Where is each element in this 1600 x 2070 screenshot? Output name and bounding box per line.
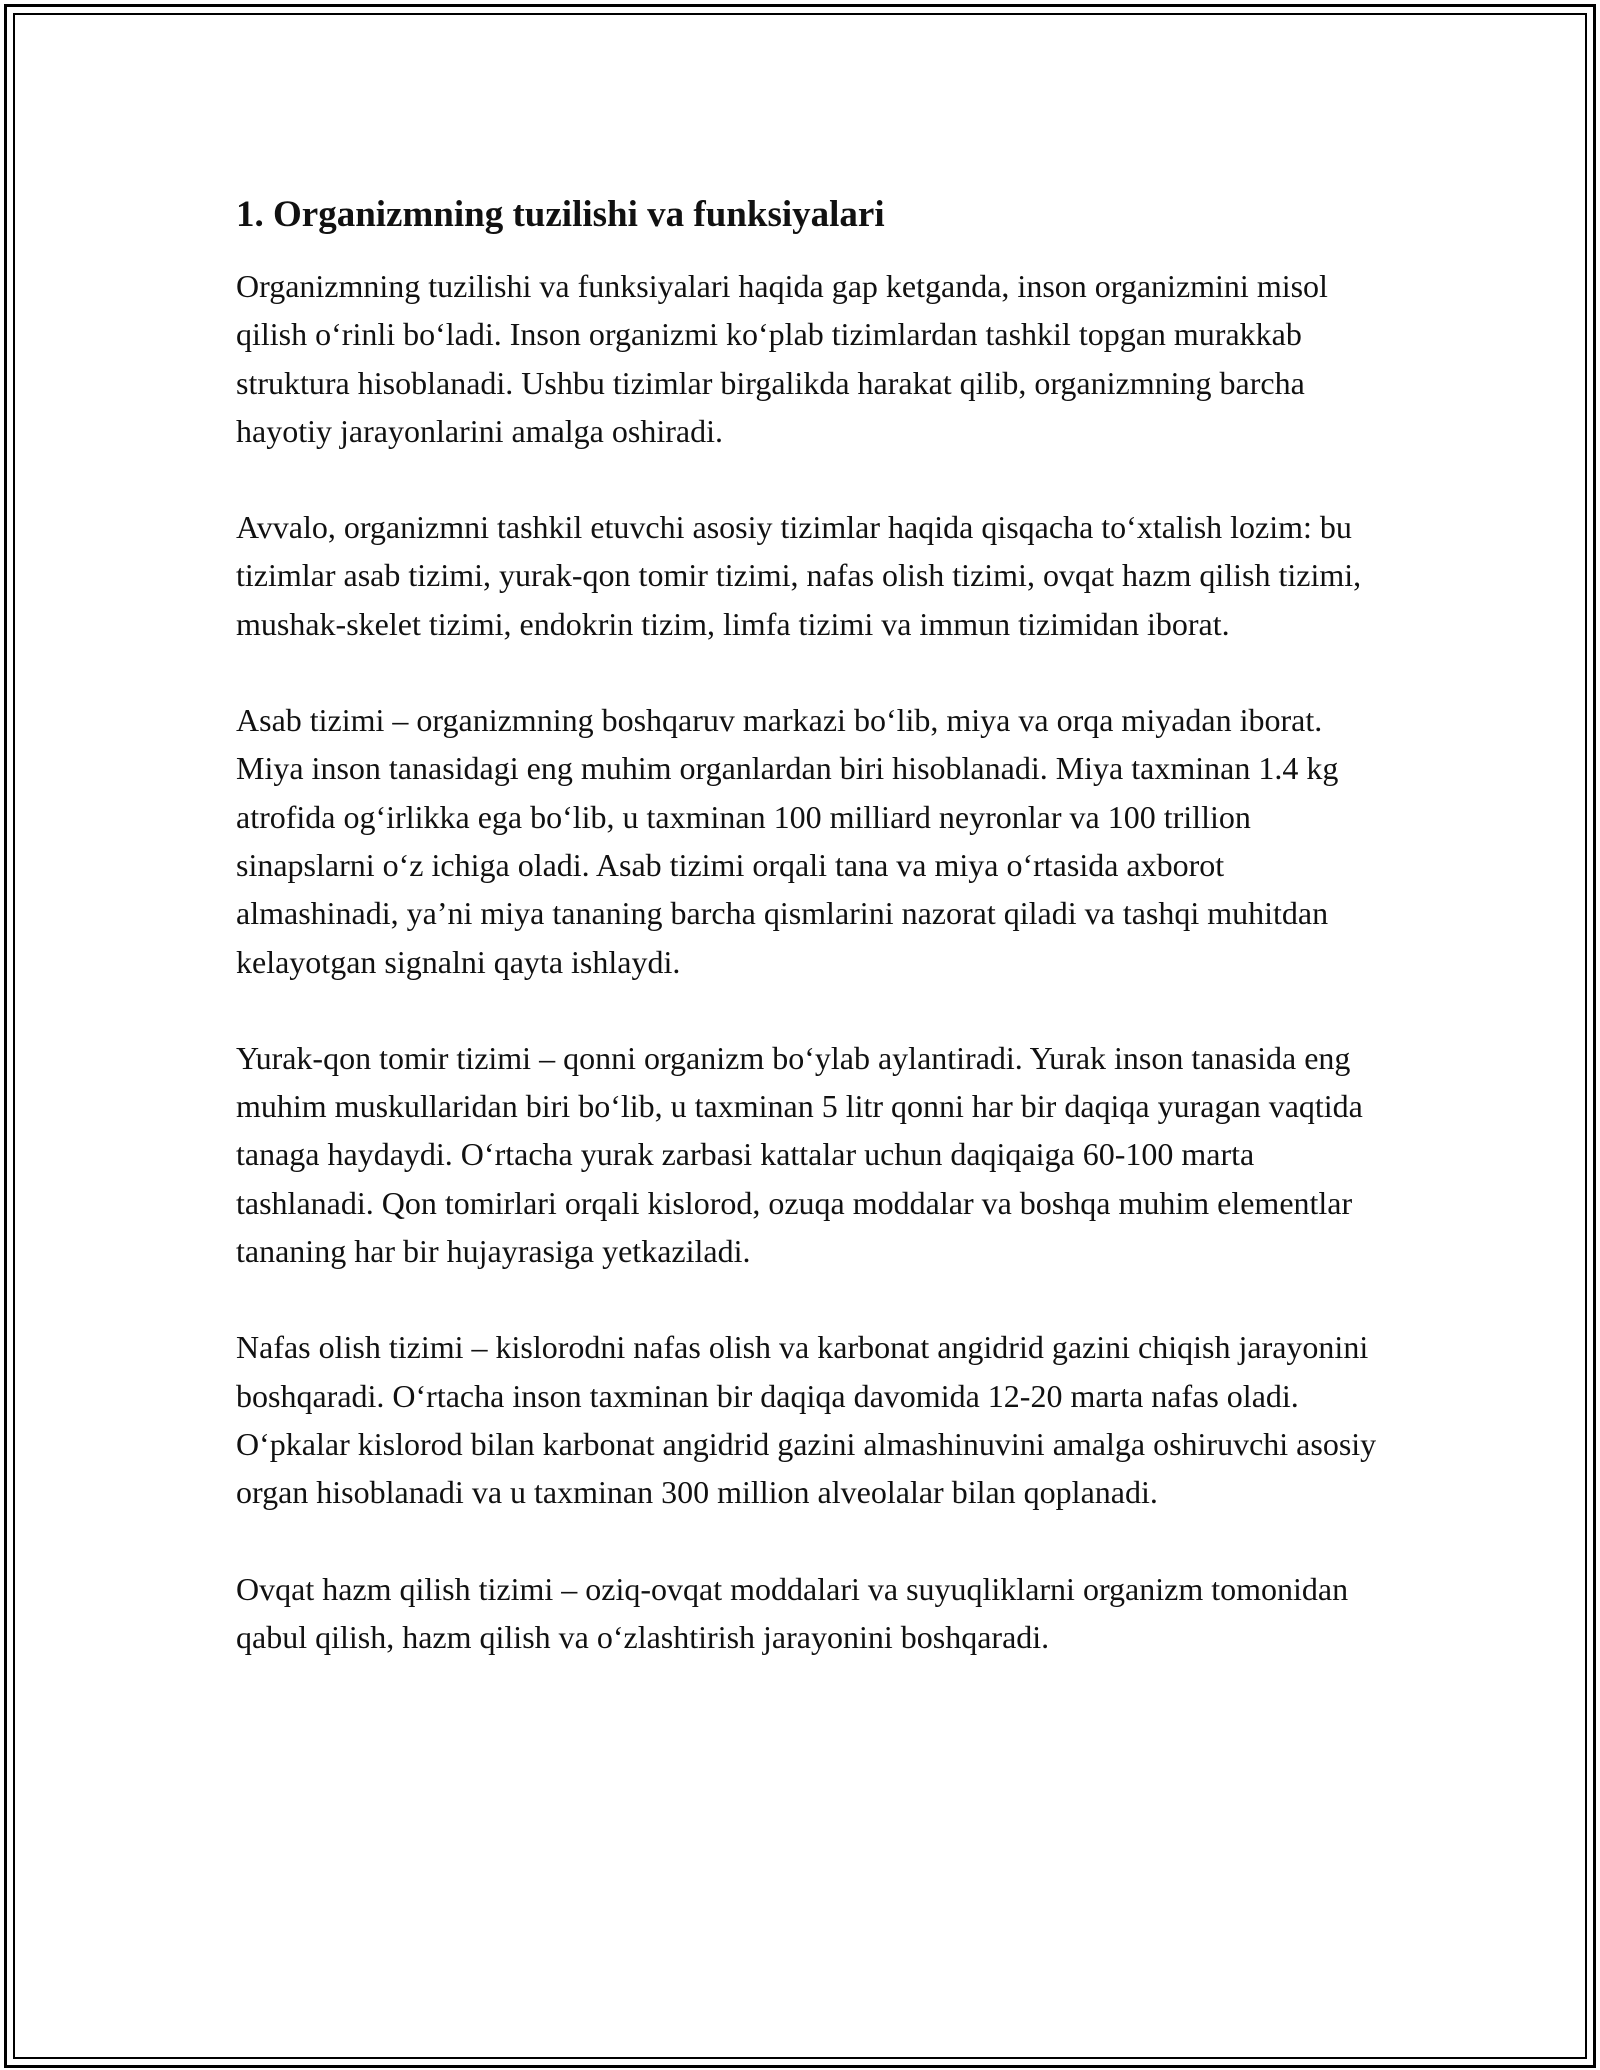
section-heading: 1. Organizmning tuzilishi va funksiyalari <box>236 194 885 235</box>
paragraph-respiratory-system: Nafas olish tizimi – kislorodni nafas olish va karbonat angidrid gazini chiqish jarayonini boshqaradi. O‘rtacha inson taxminan bir daqiqa davomida 12-20 marta nafas oladi. O‘pkalar kislorod bilan karbonat angidrid gazini almashinuvini amalga oshiruvchi asosiy organ hisoblanadi va u taxminan 300 million alveolalar bilan qoplanadi. <box>236 1329 1377 1511</box>
paragraph-cardiovascular-system: Yurak-qon tomir tizimi – qonni organizm bo‘ylab aylantiradi. Yurak inson tanasida eng muhim muskullaridan biri bo‘lib, u taxminan 5 litr qonni har bir daqiqa yuragan vaqtida tanaga haydaydi. O‘rtacha yurak zarbasi kattalar uchun daqiqaiga 60-100 marta tashlanadi. Qon tomirlari orqali kislorod, ozuqa moddalar va boshqa muhim elementlar tananing har bir hujayrasiga yetkaziladi. <box>236 1039 1363 1270</box>
paragraph-intro: Organizmning tuzilishi va funksiyalari haqida gap ketganda, inson organizmini misol qilish o‘rinli bo‘ladi. Inson organizmi ko‘plab tizimlardan tashkil topgan murakkab struktura hisoblanadi. Ushbu tizimlar birgalikda harakat qilib, organizmning barcha hayotiy jarayonlarini amalga oshiradi. <box>236 268 1328 449</box>
paragraph-nervous-system: Asab tizimi – organizmning boshqaruv markazi bo‘lib, miya va orqa miyadan iborat. Miya inson tanasidagi eng muhim organlardan biri hisoblanadi. Miya taxminan 1.4 kg atrofida og‘irlikka ega bo‘lib, u taxminan 100 milliard neyronlar va 100 trillion sinapslarni o‘z ichiga oladi. Asab tizimi orqali tana va miya o‘rtasida axborot almashinadi, ya’ni miya tananing barcha qismlarini nazorat qiladi va tashqi muhitdan kelayotgan signalni qayta ishlaydi. <box>236 702 1339 980</box>
document-body <box>236 190 1386 1709</box>
paragraph-systems-overview: Avvalo, organizmni tashkil etuvchi asosiy tizimlar haqida qisqacha to‘xtalish lozim: bu tizimlar asab tizimi, yurak-qon tomir tizimi, nafas olish tizimi, ovqat hazm qilish tizimi, mushak-skelet tizimi, endokrin tizim, limfa tizimi va immun tizimidan iborat. <box>236 509 1362 642</box>
paragraph-digestive-system: Ovqat hazm qilish tizimi – oziq-ovqat moddalari va suyuqliklarni organizm tomonidan qabul qilish, hazm qilish va o‘zlashtirish jarayonini boshqaradi. <box>236 1570 1349 1655</box>
